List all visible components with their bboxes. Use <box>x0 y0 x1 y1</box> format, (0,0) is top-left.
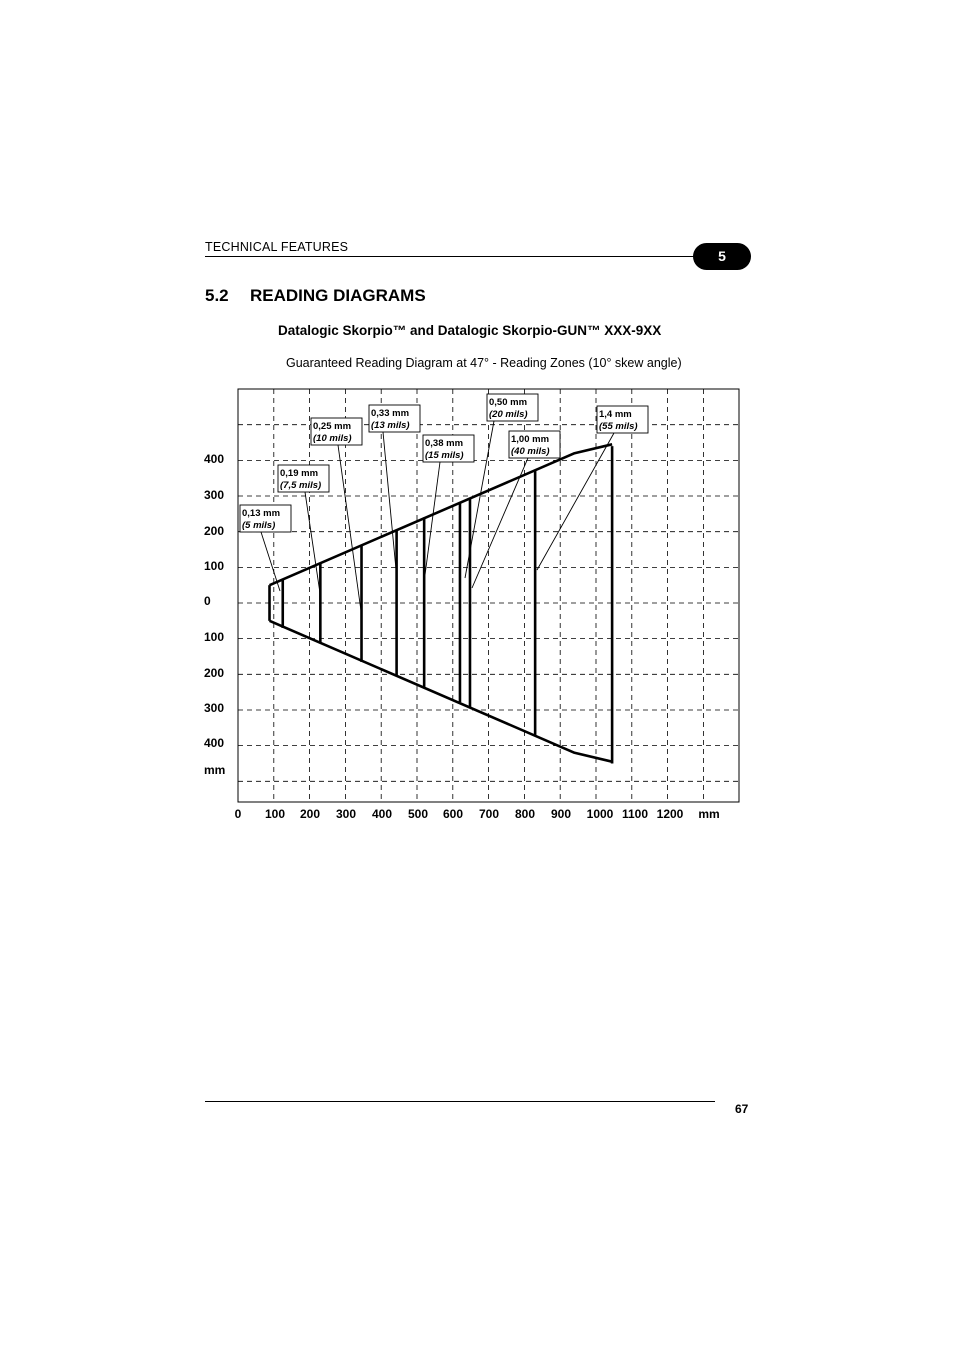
x-tick-label: 700 <box>478 807 500 821</box>
resolution-label-mils: (10 mils) <box>313 433 352 444</box>
chapter-badge: 5 <box>693 243 751 270</box>
resolution-label-mils: (55 mils) <box>599 421 638 432</box>
y-tick-label: 200 <box>204 666 225 680</box>
resolution-label-mm: 1,4 mm <box>599 409 632 420</box>
x-tick-label: 100 <box>264 807 286 821</box>
x-tick-label: 800 <box>514 807 536 821</box>
x-tick-label: 500 <box>407 807 429 821</box>
product-title: Datalogic Skorpio™ and Datalogic Skorpio-GUN™ XXX-9XX <box>278 323 662 338</box>
y-tick-label: 100 <box>204 559 225 573</box>
y-tick-label: 100 <box>204 630 225 644</box>
y-tick-label: 300 <box>204 488 225 502</box>
x-axis-unit: mm <box>698 807 720 821</box>
x-tick-label: 400 <box>371 807 393 821</box>
resolution-label-mm: 0,19 mm <box>280 468 319 479</box>
x-tick-label: 0 <box>234 807 242 821</box>
resolution-label-mm: 0,13 mm <box>242 508 281 519</box>
y-tick-label: 400 <box>204 736 225 750</box>
y-axis-unit: mm <box>204 763 226 777</box>
label-leader-line <box>425 462 440 575</box>
running-header: TECHNICAL FEATURES <box>205 240 349 254</box>
section-number: 5.2 <box>205 286 229 305</box>
label-leader-line <box>261 532 280 591</box>
x-tick-label: 300 <box>335 807 357 821</box>
y-tick-label: 0 <box>204 594 211 608</box>
resolution-label-mm: 0,50 mm <box>489 397 528 408</box>
y-tick-label: 400 <box>204 452 225 466</box>
resolution-label-mm: 0,25 mm <box>313 421 352 432</box>
resolution-label-mils: (15 mils) <box>425 450 464 461</box>
y-tick-label: 300 <box>204 701 225 715</box>
x-tick-label: 600 <box>442 807 464 821</box>
resolution-label-mm: 0,33 mm <box>371 408 410 419</box>
label-leader-line <box>472 458 528 588</box>
x-tick-label: 200 <box>299 807 321 821</box>
resolution-label-mils: (13 mils) <box>371 420 410 431</box>
x-tick-label: 1000 <box>586 807 614 821</box>
page-number: 67 <box>735 1102 749 1116</box>
resolution-label-mils: (7,5 mils) <box>280 480 322 491</box>
section-title: READING DIAGRAMS <box>250 286 426 305</box>
label-leader-line <box>305 492 320 593</box>
resolution-label-mm: 0,38 mm <box>425 438 464 449</box>
resolution-label-mils: (20 mils) <box>489 409 528 420</box>
resolution-label-mils: (5 mils) <box>242 520 276 531</box>
y-tick-label: 200 <box>204 524 225 538</box>
x-tick-label: 1200 <box>656 807 684 821</box>
diagram-caption: Guaranteed Reading Diagram at 47° - Reading Zones (10° skew angle) <box>286 356 682 370</box>
footer-rule <box>205 1101 715 1102</box>
x-tick-label: 900 <box>550 807 572 821</box>
label-leader-line <box>383 432 397 580</box>
resolution-label-mils: (40 mils) <box>511 446 550 457</box>
resolution-label-mm: 1,00 mm <box>511 434 550 445</box>
x-tick-label: 1100 <box>621 807 649 821</box>
